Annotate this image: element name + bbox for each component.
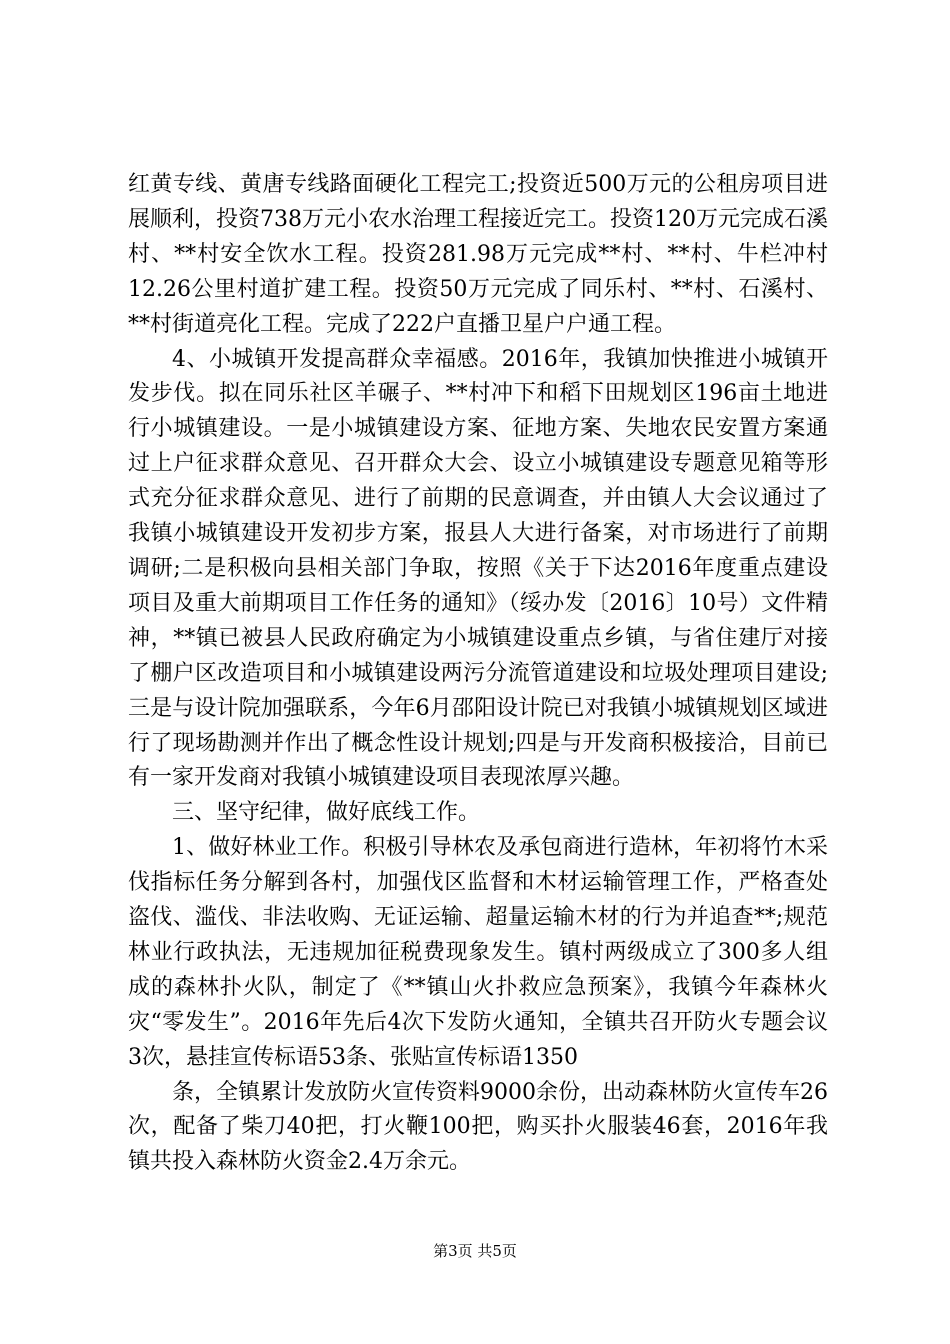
paragraph-continued-investment: 红黄专线、黄唐专线路面硬化工程完工;投资近500万元的公租房项目进展顺利，投资738万元小农水治理工程接近完工。投资120万元完成石溪村、**村安全饮水工程。投资281.98万元完成**村、**村、牛栏冲村12.26公里村道扩建工程。投资50万元完成了同乐村、**村、石溪村、**村街道亮化工程。完成了222户直播卫星户户通工程。 [128,172,828,337]
document-body [128,168,828,1180]
page-number: 第3页 共5页 [433,1242,517,1260]
page-footer [0,1240,950,1261]
paragraph-forestry: 1、做好林业工作。积极引导林农及承包商进行造林，年初将竹木采伐指标任务分解到各村，加强伐区监督和木材运输管理工作，严格查处盗伐、滥伐、非法收购、无证运输、超量运输木材的行为并追查**;规范林业行政执法，无违规加征税费现象发生。镇村两级成立了300多人组成的森林扑火队，制定了《**镇山火扑救应急预案》，我镇今年森林火灾“零发生”。2016年先后4次下发防火通知，全镇共召开防火专题会议3次，悬挂宣传标语53条、张贴宣传标语1350 [128,835,828,1070]
paragraph-small-town: 4、小城镇开发提高群众幸福感。2016年，我镇加快推进小城镇开发步伐。拟在同乐社区羊碾子、**村冲下和稻下田规划区196亩土地进行小城镇建设。一是小城镇建设方案、征地方案、失地农民安置方案通过上户征求群众意见、召开群众大会、设立小城镇建设专题意见箱等形式充分征求群众意见、进行了前期的民意调查，并由镇人大会议通过了我镇小城镇建设开发初步方案，报县人大进行备案，对市场进行了前期调研;二是积极向县相关部门争取，按照《关于下达2016年度重点建设项目及重大前期项目工作任务的通知》（绥办发〔2016〕10号）文件精神，**镇已被县人民政府确定为小城镇建设重点乡镇，与省住建厅对接了棚户区改造项目和小城镇建设两污分流管道建设和垃圾处理项目建设;三是与设计院加强联系，今年6月邵阳设计院已对我镇小城镇规划区域进行了现场勘测并作出了概念性设计规划;四是与开发商积极接洽，目前已有一家开发商对我镇小城镇建设项目表现浓厚兴趣。 [128,346,828,791]
section-heading: 三、坚守纪律，做好底线工作。 [172,800,481,826]
paragraph-fire-prevention: 条，全镇累计发放防火宣传资料9000余份，出动森林防火宣传车26次，配备了柴刀40把，打火鞭100把，购买扑火服装46套，2016年我镇共投入森林防火资金2.4万余元。 [128,1079,828,1175]
